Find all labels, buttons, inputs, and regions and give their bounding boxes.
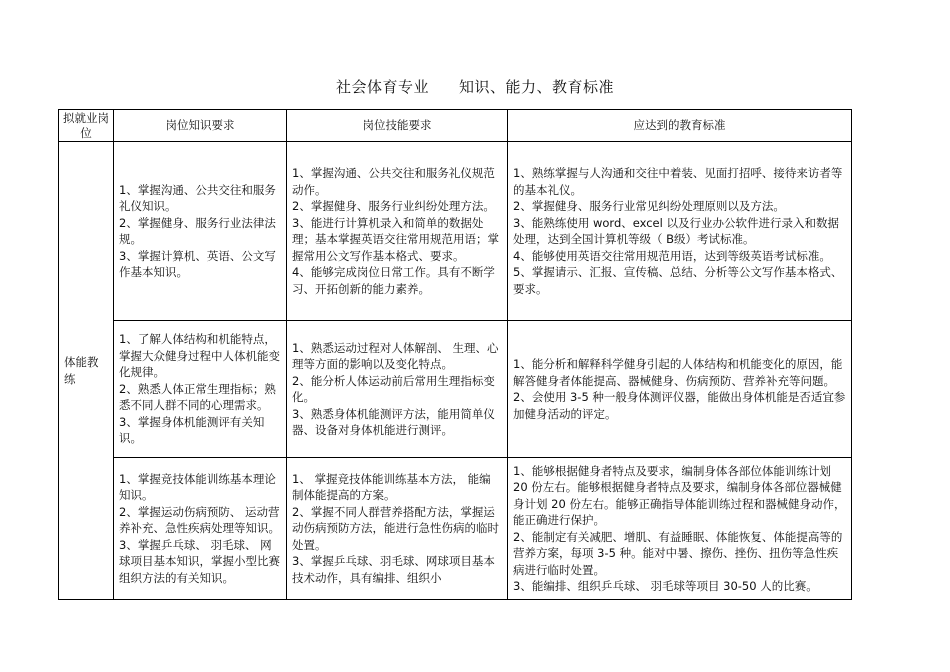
title-major: 社会体育专业 bbox=[335, 78, 429, 96]
skills-cell bbox=[287, 142, 508, 321]
list-item: 2、掌握不同人群营养搭配方法，掌握运动伤病预防方法，能进行急性伤病的临时处置。 bbox=[292, 504, 499, 552]
list-item: 2、掌握运动伤病预防、 运动营养补充、急性疾病处理等知识。 bbox=[119, 504, 280, 536]
list-item: 1、熟练掌握与人沟通和交往中着装、见面打招呼、接待来访者等的基本礼仪。 bbox=[513, 166, 843, 197]
list-item: 3、掌握计算机、英语、公文写作基本知识。 bbox=[119, 248, 276, 279]
table-row bbox=[59, 321, 852, 458]
list-item: 1、了解人体结构和机能特点，掌握大众健身过程中人体机能变化规律。 bbox=[119, 332, 280, 380]
list-item: 2、掌握健身、服务行业纠纷处理方法。 bbox=[292, 199, 495, 213]
knowledge-cell bbox=[114, 458, 287, 600]
list-item: 3、能编排、组织乒乓球、 羽毛球等项目 30-50 人的比赛。 bbox=[513, 579, 818, 593]
table-row bbox=[59, 142, 852, 321]
list-item: 1、掌握沟通、公共交往和服务礼仪规范动作。 bbox=[292, 166, 495, 197]
knowledge-cell bbox=[114, 321, 287, 458]
skills-cell bbox=[287, 321, 508, 458]
knowledge-cell bbox=[114, 142, 287, 321]
standards-cell bbox=[508, 142, 852, 321]
title-subject: 知识、能力、教育标准 bbox=[459, 78, 615, 96]
list-item: 3、熟悉身体机能测评方法，能用简单仪器、设备对身体机能进行测评。 bbox=[292, 406, 495, 437]
header-post: 拟就业岗位 bbox=[59, 110, 114, 142]
standards-cell bbox=[508, 458, 852, 600]
list-item: 1、掌握竞技体能训练基本理论知识。 bbox=[119, 471, 276, 503]
list-item: 2、能分析人体运动前后常用生理指标变化。 bbox=[292, 373, 495, 404]
list-item: 4、能够使用英语交往常用规范用语，达到等级英语考试标准。 bbox=[513, 248, 831, 263]
standards-table bbox=[58, 109, 852, 600]
list-item: 3、掌握乒乓球、 羽毛球、 网球项目基本知识，掌握小型比赛组织方法的有关知识。 bbox=[119, 537, 280, 585]
list-item: 2、熟悉人体正常生理指标；熟悉不同人群不同的心理需求。 bbox=[119, 381, 276, 413]
list-item: 4、能够完成岗位日常工作。具有不断学习、开拓创新的能力素养。 bbox=[292, 265, 495, 296]
list-item: 3、掌握乒乓球、羽毛球、网球项目基本技术动作，具有编排、组织小 bbox=[292, 554, 495, 585]
list-item: 3、能进行计算机录入和简单的数据处理；基本掌握英语交往常用规范用语；掌握常用公文写作基本格式、要求。 bbox=[292, 215, 499, 263]
list-item: 1、能分析和解释科学健身引起的人体结构和机能变化的原因，能解答健身者体能提高、器械健身、伤病预防、营养补充等问题。 bbox=[513, 357, 843, 388]
list-item: 2、掌握健身、服务行业法律法规。 bbox=[119, 215, 276, 246]
list-item: 1、能够根据健身者特点及要求，编制身体各部位体能训练计划 20 份左右。能够根据健身者特点及要求，编制身体各部位器械健身计划 20 份左右。能够正确指导体能训练过程和器械健身动作，能正确进行保护。 bbox=[513, 463, 846, 527]
post-cell: 体能教练 bbox=[59, 142, 114, 600]
header-standards: 应达到的教育标准 bbox=[508, 110, 852, 142]
header-row bbox=[59, 110, 852, 142]
list-item: 2、掌握健身、服务行业常见纠纷处理原则以及方法。 bbox=[513, 199, 785, 213]
list-item: 3、掌握身体机能测评有关知识。 bbox=[119, 414, 265, 446]
table-row bbox=[59, 458, 852, 600]
list-item: 1、熟悉运动过程对人体解剖、 生理、心理等方面的影响以及变化特点。 bbox=[292, 340, 499, 371]
list-item: 5、掌握请示、汇报、宣传稿、总结、分析等公文写作基本格式、要求。 bbox=[513, 265, 843, 296]
list-item: 制体能提高的方案。 bbox=[292, 488, 396, 503]
list-item: 3、能熟练使用 word、excel 以及行业办公软件进行录入和数据处理，达到全国计算机等级（ B级）考试标准。 bbox=[513, 215, 839, 246]
header-skills: 岗位技能要求 bbox=[287, 110, 508, 142]
list-item: 2、会使用 3-5 种一般身体测评仪器，能做出身体机能是否适宜参加健身活动的评定。 bbox=[513, 390, 846, 421]
list-item: 1、 掌握竞技体能训练基本方法， 能编 bbox=[292, 471, 491, 486]
standards-cell bbox=[508, 321, 852, 458]
page-title bbox=[0, 76, 950, 97]
list-item: 2、能制定有关减肥、增肌、有益睡眠、体能恢复、体能提高等的营养方案，每项 3-5 种。能对中暑、擦伤、挫伤、扭伤等急性疾病进行临时处置。 bbox=[513, 529, 843, 577]
list-item: 1、掌握沟通、公共交往和服务礼仪知识。 bbox=[119, 182, 276, 213]
header-knowledge: 岗位知识要求 bbox=[114, 110, 287, 142]
skills-cell bbox=[287, 458, 508, 600]
